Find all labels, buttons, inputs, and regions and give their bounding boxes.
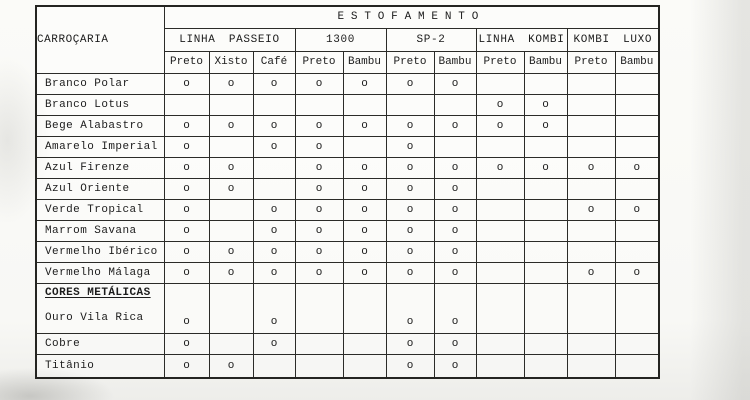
availability-mark-cell: o — [209, 157, 253, 178]
table-row — [36, 220, 659, 241]
empty-cell — [476, 283, 524, 333]
availability-mark-cell: o — [209, 262, 253, 283]
availability-mark-cell: o — [386, 262, 434, 283]
group-linha-kombi: LINHA KOMBI — [476, 28, 567, 51]
table-row — [36, 262, 659, 283]
table-row — [36, 354, 659, 378]
empty-cell — [524, 262, 567, 283]
empty-cell — [295, 283, 343, 333]
availability-mark-cell: o — [524, 115, 567, 136]
availability-mark-cell: o — [295, 136, 343, 157]
empty-cell — [476, 136, 524, 157]
availability-mark-cell: o — [615, 262, 659, 283]
availability-mark-cell: o — [295, 115, 343, 136]
availability-mark-cell: o — [615, 199, 659, 220]
section-header: CORES METÁLICAS — [45, 286, 151, 299]
col-header: Café — [253, 51, 295, 73]
table-body — [36, 73, 659, 378]
availability-mark-cell: o — [386, 241, 434, 262]
availability-mark-cell: o — [386, 283, 434, 333]
availability-mark-cell: o — [434, 241, 476, 262]
availability-mark-cell: o — [434, 199, 476, 220]
availability-mark-cell: o — [567, 199, 615, 220]
empty-cell — [524, 283, 567, 333]
availability-mark-cell: o — [434, 262, 476, 283]
empty-cell — [343, 354, 386, 378]
availability-mark-cell: o — [434, 73, 476, 94]
empty-cell — [524, 136, 567, 157]
table-row — [36, 157, 659, 178]
availability-mark-cell: o — [434, 220, 476, 241]
availability-mark-cell: o — [476, 157, 524, 178]
availability-mark-cell: o — [295, 178, 343, 199]
col-header: Preto — [476, 51, 524, 73]
empty-cell — [386, 94, 434, 115]
empty-cell — [209, 333, 253, 354]
empty-cell — [524, 220, 567, 241]
availability-mark-cell: o — [386, 136, 434, 157]
table-row — [36, 241, 659, 262]
row-label: Amarelo Imperial — [36, 136, 164, 157]
empty-cell — [524, 241, 567, 262]
availability-mark-cell: o — [434, 333, 476, 354]
availability-mark-cell: o — [253, 115, 295, 136]
availability-mark-cell: o — [164, 283, 209, 333]
row-label: Azul Firenze — [36, 157, 164, 178]
availability-mark-cell: o — [343, 220, 386, 241]
empty-cell — [524, 199, 567, 220]
group-1300: 1300 — [295, 28, 386, 51]
availability-mark-cell: o — [567, 262, 615, 283]
empty-cell — [209, 136, 253, 157]
availability-mark-cell: o — [386, 115, 434, 136]
empty-cell — [524, 354, 567, 378]
availability-mark-cell: o — [295, 73, 343, 94]
empty-cell — [476, 199, 524, 220]
empty-cell — [343, 136, 386, 157]
empty-cell — [476, 178, 524, 199]
group-sp2: SP-2 — [386, 28, 476, 51]
availability-mark-cell: o — [434, 283, 476, 333]
empty-cell — [434, 94, 476, 115]
availability-mark-cell: o — [343, 157, 386, 178]
availability-mark-cell: o — [164, 199, 209, 220]
availability-mark-cell: o — [524, 157, 567, 178]
empty-cell — [209, 220, 253, 241]
row-label — [36, 283, 164, 333]
empty-cell — [615, 354, 659, 378]
group-kombi-luxo: KOMBI LUXO — [567, 28, 659, 51]
empty-cell — [567, 94, 615, 115]
empty-cell — [615, 178, 659, 199]
empty-cell — [434, 136, 476, 157]
availability-mark-cell: o — [164, 115, 209, 136]
availability-mark-cell: o — [434, 178, 476, 199]
empty-cell — [164, 94, 209, 115]
availability-mark-cell: o — [253, 73, 295, 94]
availability-mark-cell: o — [295, 157, 343, 178]
availability-mark-cell: o — [253, 136, 295, 157]
availability-mark-cell: o — [295, 199, 343, 220]
col-header: Bambu — [524, 51, 567, 73]
availability-mark-cell: o — [253, 241, 295, 262]
group-linha-passeio: LINHA PASSEIO — [164, 28, 295, 51]
empty-cell — [343, 333, 386, 354]
availability-mark-cell: o — [386, 199, 434, 220]
availability-mark-cell: o — [343, 178, 386, 199]
empty-cell — [615, 136, 659, 157]
empty-cell — [567, 178, 615, 199]
empty-cell — [615, 333, 659, 354]
empty-cell — [567, 283, 615, 333]
availability-mark-cell: o — [209, 73, 253, 94]
upholstery-availability-table — [35, 5, 660, 379]
availability-mark-cell: o — [209, 115, 253, 136]
availability-mark-cell: o — [434, 354, 476, 378]
availability-mark-cell: o — [164, 178, 209, 199]
empty-cell — [253, 354, 295, 378]
row-label: Bege Alabastro — [36, 115, 164, 136]
col-header: Preto — [386, 51, 434, 73]
availability-mark-cell: o — [434, 115, 476, 136]
empty-cell — [476, 241, 524, 262]
empty-cell — [567, 354, 615, 378]
availability-mark-cell: o — [164, 157, 209, 178]
table-row — [36, 199, 659, 220]
availability-mark-cell: o — [343, 262, 386, 283]
availability-mark-cell: o — [253, 333, 295, 354]
table-row — [36, 136, 659, 157]
empty-cell — [524, 178, 567, 199]
empty-cell — [295, 94, 343, 115]
empty-cell — [295, 354, 343, 378]
table-row — [36, 283, 659, 333]
availability-mark-cell: o — [295, 220, 343, 241]
availability-mark-cell: o — [209, 178, 253, 199]
empty-cell — [615, 73, 659, 94]
empty-cell — [476, 333, 524, 354]
availability-mark-cell: o — [253, 262, 295, 283]
empty-cell — [253, 94, 295, 115]
empty-cell — [615, 94, 659, 115]
empty-cell — [615, 115, 659, 136]
availability-mark-cell: o — [164, 73, 209, 94]
empty-cell — [209, 94, 253, 115]
availability-mark-cell: o — [343, 199, 386, 220]
table-row — [36, 73, 659, 94]
empty-cell — [615, 220, 659, 241]
table-header — [36, 6, 659, 73]
availability-mark-cell: o — [164, 136, 209, 157]
row-label: Titânio — [36, 354, 164, 378]
availability-mark-cell: o — [386, 73, 434, 94]
col-header: Preto — [164, 51, 209, 73]
table-title: ESTOFAMENTO — [164, 6, 659, 28]
availability-mark-cell: o — [476, 115, 524, 136]
empty-cell — [476, 354, 524, 378]
availability-mark-cell: o — [343, 115, 386, 136]
empty-cell — [476, 262, 524, 283]
availability-mark-cell: o — [476, 94, 524, 115]
row-label: Verde Tropical — [36, 199, 164, 220]
empty-cell — [567, 115, 615, 136]
empty-cell — [476, 73, 524, 94]
row-label: Branco Lotus — [36, 94, 164, 115]
availability-mark-cell: o — [567, 157, 615, 178]
availability-mark-cell: o — [164, 333, 209, 354]
availability-mark-cell: o — [164, 241, 209, 262]
row-label: Vermelho Málaga — [36, 262, 164, 283]
empty-cell — [524, 333, 567, 354]
empty-cell — [209, 199, 253, 220]
availability-mark-cell: o — [164, 354, 209, 378]
availability-mark-cell: o — [209, 354, 253, 378]
empty-cell — [209, 283, 253, 333]
table-row — [36, 178, 659, 199]
availability-mark-cell: o — [386, 178, 434, 199]
row-label: Branco Polar — [36, 73, 164, 94]
row-label: Vermelho Ibérico — [36, 241, 164, 262]
empty-cell — [615, 283, 659, 333]
availability-mark-cell: o — [386, 220, 434, 241]
availability-mark-cell: o — [386, 157, 434, 178]
availability-mark-cell: o — [343, 73, 386, 94]
col-header: Bambu — [434, 51, 476, 73]
empty-cell — [567, 73, 615, 94]
availability-mark-cell: o — [253, 199, 295, 220]
availability-mark-cell: o — [164, 262, 209, 283]
empty-cell — [253, 157, 295, 178]
empty-cell — [476, 220, 524, 241]
availability-mark-cell: o — [295, 241, 343, 262]
col-header: Bambu — [615, 51, 659, 73]
availability-mark-cell: o — [386, 333, 434, 354]
empty-cell — [295, 333, 343, 354]
corner-header: CARROÇARIA — [36, 6, 164, 73]
availability-mark-cell: o — [253, 283, 295, 333]
row-label: Azul Oriente — [36, 178, 164, 199]
empty-cell — [567, 333, 615, 354]
empty-cell — [567, 220, 615, 241]
title-row — [36, 6, 659, 28]
empty-cell — [524, 73, 567, 94]
availability-mark-cell: o — [164, 220, 209, 241]
row-label-text: Ouro Vila Rica — [45, 311, 144, 324]
table-row — [36, 94, 659, 115]
empty-cell — [615, 241, 659, 262]
availability-mark-cell: o — [253, 220, 295, 241]
availability-mark-cell: o — [434, 157, 476, 178]
col-header: Bambu — [343, 51, 386, 73]
col-header: Preto — [295, 51, 343, 73]
availability-mark-cell: o — [209, 241, 253, 262]
col-header: Preto — [567, 51, 615, 73]
availability-mark-cell: o — [615, 157, 659, 178]
availability-mark-cell: o — [343, 241, 386, 262]
table-row — [36, 333, 659, 354]
col-header: Xisto — [209, 51, 253, 73]
availability-mark-cell: o — [295, 262, 343, 283]
row-label: Cobre — [36, 333, 164, 354]
empty-cell — [343, 94, 386, 115]
table-row — [36, 115, 659, 136]
row-label: Marrom Savana — [36, 220, 164, 241]
availability-mark-cell: o — [524, 94, 567, 115]
empty-cell — [253, 178, 295, 199]
availability-mark-cell: o — [386, 354, 434, 378]
empty-cell — [567, 136, 615, 157]
empty-cell — [567, 241, 615, 262]
empty-cell — [343, 283, 386, 333]
